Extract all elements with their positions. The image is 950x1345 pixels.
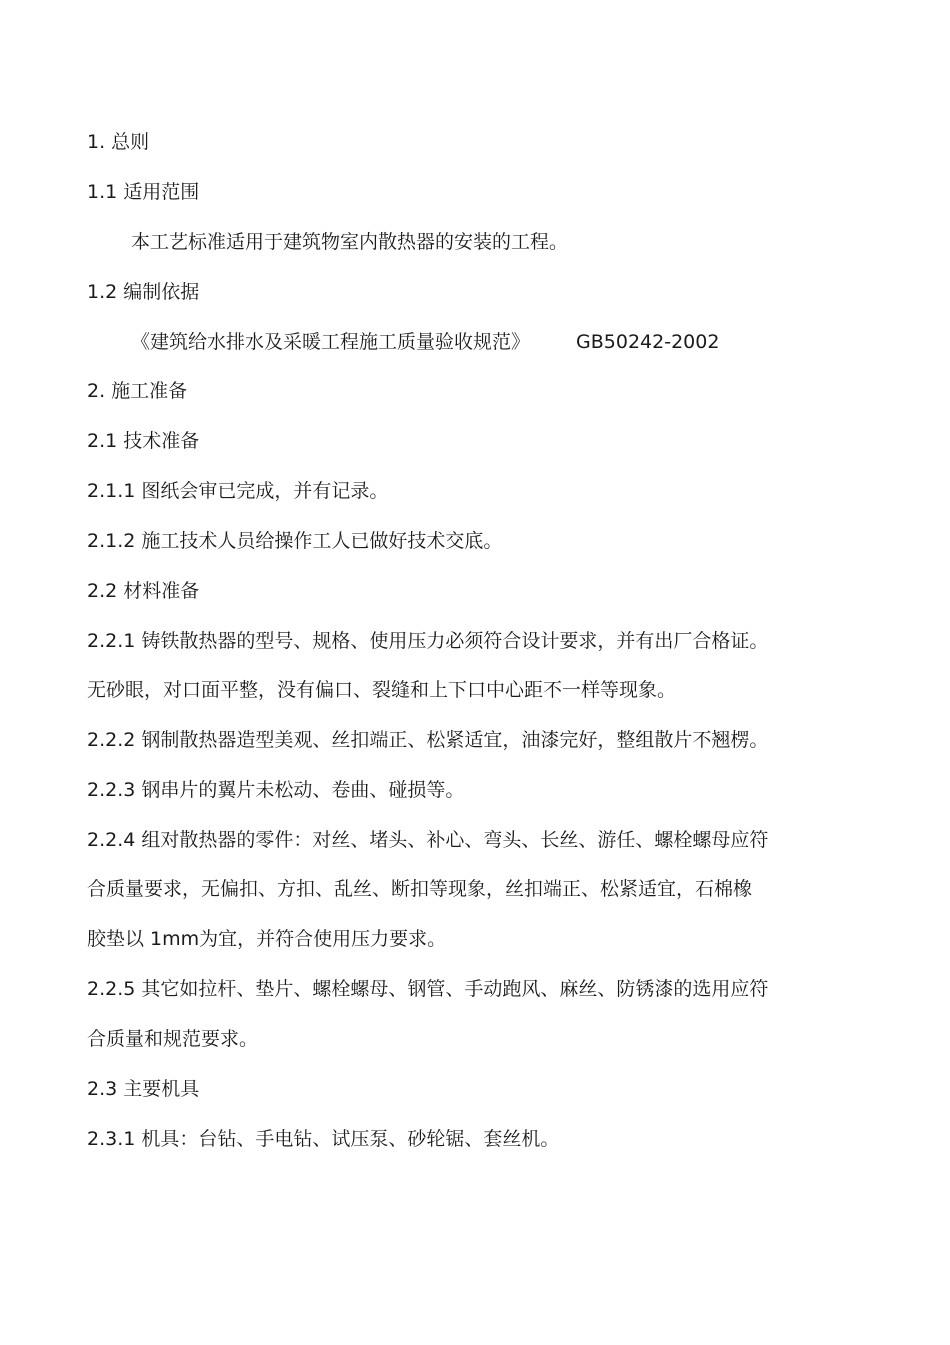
paragraph-scope: 本工艺标准适用于建筑物室内散热器的安装的工程。 — [131, 231, 569, 253]
item-2-3-1: 2.3.1 机具：台钻、手电钻、试压泵、砂轮锯、套丝机。 — [87, 1128, 560, 1150]
item-2-2-4: 2.2.4 组对散热器的零件：对丝、堵头、补心、弯头、长丝、游任、螺栓螺母应符 — [87, 829, 769, 851]
reference-title: 《建筑给水排水及采暖工程施工质量验收规范》 — [131, 331, 531, 353]
reference-code: GB50242-2002 — [576, 331, 720, 353]
heading-general: 1. 总则 — [87, 131, 150, 153]
heading-material-prep: 2.2 材料准备 — [87, 580, 200, 602]
item-2-1-1: 2.1.1 图纸会审已完成，并有记录。 — [87, 480, 389, 502]
heading-preparation: 2. 施工准备 — [87, 380, 188, 402]
item-2-2-4-cont-2: 胶垫以 1mm为宜，并符合使用压力要求。 — [87, 928, 447, 950]
item-2-2-1: 2.2.1 铸铁散热器的型号、规格、使用压力必须符合设计要求，并有出厂合格证。 — [87, 630, 769, 652]
item-2-2-3: 2.2.3 钢串片的翼片未松动、卷曲、碰损等。 — [87, 779, 465, 801]
heading-main-tools: 2.3 主要机具 — [87, 1078, 200, 1100]
item-2-2-2: 2.2.2 钢制散热器造型美观、丝扣端正、松紧适宜，油漆完好，整组散片不翘楞。 — [87, 729, 769, 751]
heading-scope: 1.1 适用范围 — [87, 181, 200, 203]
item-2-2-5: 2.2.5 其它如拉杆、垫片、螺栓螺母、钢管、手动跑风、麻丝、防锈漆的选用应符 — [87, 978, 769, 1000]
paragraph-basis — [131, 330, 719, 354]
heading-basis: 1.2 编制依据 — [87, 281, 200, 303]
item-2-1-2: 2.1.2 施工技术人员给操作工人已做好技术交底。 — [87, 530, 503, 552]
heading-technical-prep: 2.1 技术准备 — [87, 430, 200, 452]
item-2-2-4-cont-1: 合质量要求，无偏扣、方扣、乱丝、断扣等现象，丝扣端正、松紧适宜，石棉橡 — [87, 878, 753, 900]
item-2-2-5-cont: 合质量和规范要求。 — [87, 1028, 259, 1050]
item-2-2-1-cont: 无砂眼，对口面平整，没有偏口、裂缝和上下口中心距不一样等现象。 — [87, 679, 677, 701]
